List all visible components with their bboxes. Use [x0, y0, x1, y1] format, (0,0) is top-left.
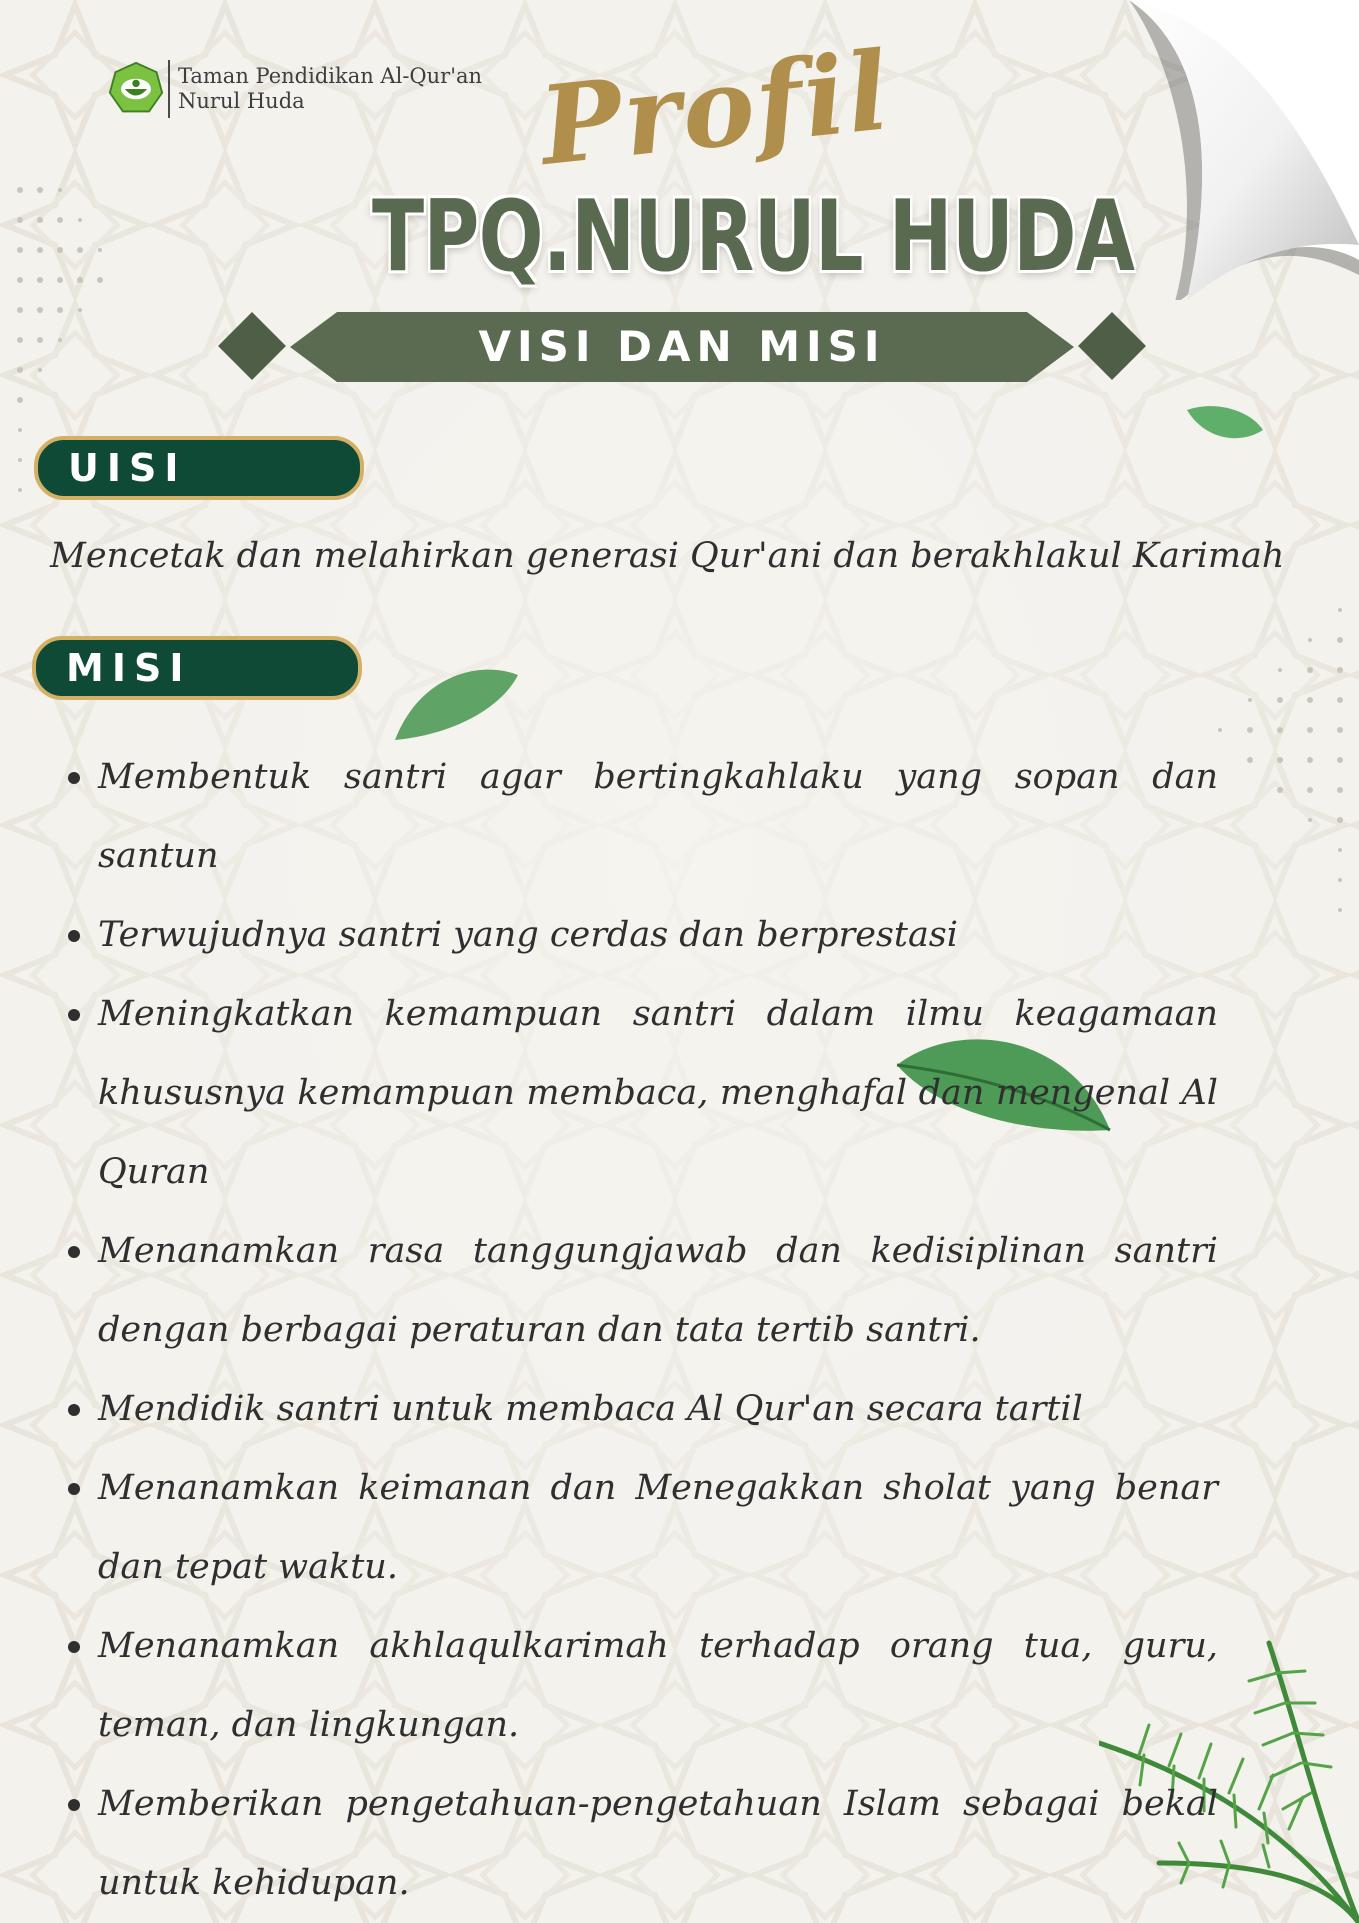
- brand-line-2: Nurul Huda: [178, 89, 305, 113]
- leaf-icon: [1185, 400, 1265, 450]
- misi-list: [58, 738, 1258, 1923]
- banner-label: VISI DAN MISI: [478, 322, 886, 371]
- brand-divider: [168, 60, 170, 118]
- brand-name: [178, 64, 482, 114]
- misi-item: Mendidik santri untuk membaca Al Qur'an secara tartil: [58, 1370, 1218, 1449]
- misi-item: Menanamkan akhlaqulkarimah terhadap orang tua, guru, teman, dan lingkungan.: [58, 1607, 1218, 1765]
- section-banner: [212, 308, 1152, 390]
- misi-item: Menanamkan rasa tanggungjawab dan kedisiplinan santri dengan berbagai peraturan dan tata tertib santri.: [58, 1212, 1218, 1370]
- visi-statement: Mencetak dan melahirkan generasi Qur'ani dan berakhlakul Karimah: [50, 536, 1285, 576]
- misi-label: MISI: [32, 636, 362, 700]
- misi-item: Meningkatkan kemampuan santri dalam ilmu keagamaan khususnya kemampuan membaca, menghafal dan mengenal Al Quran: [58, 975, 1218, 1212]
- school-logo-icon: [108, 61, 164, 117]
- diamond-left-icon: [218, 312, 286, 380]
- leaf-icon: [390, 665, 520, 745]
- misi-item: Terwujudnya santri yang cerdas dan berprestasi: [58, 896, 1218, 975]
- script-title: Profil: [534, 28, 897, 190]
- brand-line-1: Taman Pendidikan Al-Qur'an: [178, 64, 483, 88]
- diamond-right-icon: [1078, 312, 1146, 380]
- misi-item: Menanamkan keimanan dan Menegakkan sholat yang benar dan tepat waktu.: [58, 1449, 1218, 1607]
- brand-header: [108, 60, 482, 118]
- misi-item: Memberikan pengetahuan-pengetahuan Islam sebagai bekal untuk kehidupan.: [58, 1765, 1218, 1923]
- visi-label: UISI: [34, 436, 364, 500]
- misi-item: Membentuk santri agar bertingkahlaku yang sopan dan santun: [58, 738, 1218, 896]
- main-title: TPQ.NURUL HUDA: [372, 180, 1135, 294]
